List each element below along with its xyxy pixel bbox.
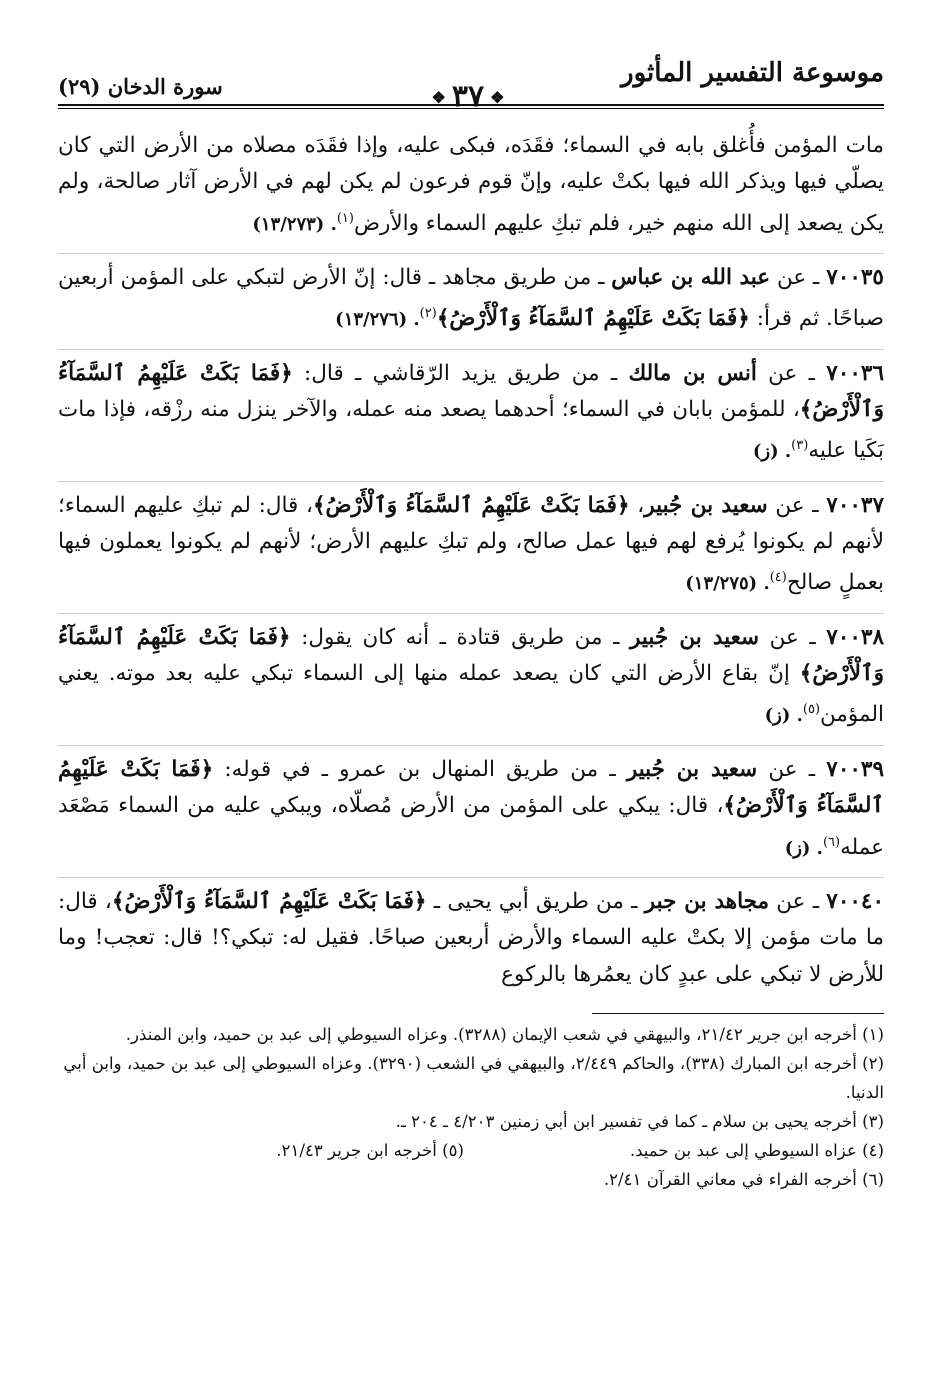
intro-paragraph [58, 128, 884, 253]
entry-text-continued: ، للمؤمن بابان في السماء؛ أحدهما يصعد منه عمله، والآخر ينزل منه رزْقه، فإذا مات بَكَيا عليه [58, 397, 884, 464]
entry-number: ٧٠٠٣٥ [826, 265, 884, 291]
footnote-marker: (٢) [419, 306, 437, 322]
quran-verse: ﴿فَمَا بَكَتْ عَلَيْهِمُ ٱلسَّمَآءُ وَٱلْأَرْضُ﴾ [111, 888, 427, 914]
ornament-icon: ❖ [490, 88, 505, 107]
entry-70037 [58, 481, 884, 613]
footnote-5: (٥) أخرجه ابن جرير ٢١/٤٣. [276, 1140, 464, 1160]
entry-text: ـ من طريق المنهال بن عمرو ـ في قوله: [213, 756, 627, 782]
book-title: موسوعة التفسير المأثور [621, 58, 884, 88]
entry-number: ٧٠٠٣٦ [826, 360, 884, 386]
footnote-marker: (٥) [802, 702, 821, 718]
narrator-name: مجاهد بن جبر [644, 888, 770, 914]
entry-prefix: ـ عن [756, 360, 827, 386]
footnote-6: (٦) أخرجه الفراء في معاني القرآن ٢/٤١. [603, 1169, 884, 1189]
entry-text: ـ من طريق أبي يحيى ـ [426, 888, 645, 914]
entry-number: ٧٠٠٣٧ [826, 492, 885, 518]
surah-name: سورة الدخان (٢٩) [58, 74, 223, 99]
volume-reference: . (١٣/٢٧٣) [252, 213, 337, 235]
narrator-name: سعيد بن جُبير [644, 492, 768, 518]
book-page [58, 48, 884, 1194]
volume-reference: . (ز) [764, 705, 803, 727]
narrator-name: سعيد بن جُبير [630, 624, 760, 650]
entry-text-continued: ، قال: لم تبكِ عليهم السماء؛ لأنهم لم يكونوا يُرفع لهم فيها عمل صالح، ولم تبكِ عليهم الأرض؛ لأنهم لم يكونوا يعملون فيها بعملٍ صالح [58, 492, 884, 596]
header-rule [58, 104, 884, 106]
entry-text: ـ من طريق يزيد الرّقاشي ـ قال: [292, 360, 629, 386]
intro-text: مات المؤمن فأُغلق بابه في السماء؛ فقَدَه، فبكى عليه، وإذا فقَدَه مصلاه من الأرض التي كان يصلّي فيها ويذكر الله فيها بكتْ عليه، وإنّ قوم فرعون لم يكن لهم في الأرض آثار صالحة، ولم يكن يصعد إلى الله منهم خير، فلم تبكِ عليهم السماء والأرض [58, 133, 884, 236]
entry-70038 [58, 613, 884, 745]
volume-reference: . (١٣/٢٧٥) [685, 573, 770, 595]
entry-70036 [58, 349, 884, 481]
entry-text: ـ من طريق قتادة ـ أنه كان يقول: [290, 624, 630, 650]
footnote-separator-wrap [58, 1013, 884, 1014]
footnote-1: (١) أخرجه ابن جرير ٢١/٤٢، والبيهقي في شعب الإيمان (٣٢٨٨). وعزاه السيوطي إلى عبد بن حميد، وابن المنذر. [125, 1024, 884, 1044]
volume-reference: . (ز) [752, 441, 792, 463]
footnote-marker: (٤) [769, 570, 787, 586]
entry-70040 [58, 877, 884, 1003]
volume-reference: . (١٣/٢٧٦) [335, 309, 420, 331]
footnote-marker: (٣) [791, 438, 809, 454]
narrator-name: سعيد بن جُبير [626, 756, 758, 782]
entry-70039 [58, 745, 884, 877]
quran-verse: ﴿فَمَا بَكَتْ عَلَيْهِمُ ٱلسَّمَآءُ وَٱلْأَرْضُ﴾ [58, 360, 884, 423]
entry-text-continued: إنّ بقاع الأرض التي كان يصعد عمله منها إلى السماء تبكي عليه بعد موته. يعني المؤمن [58, 661, 884, 728]
footnote-separator [592, 1013, 884, 1014]
entry-text: ـ من طريق مجاهد ـ قال: إنّ الأرض لتبكي على المؤمن أربعين صباحًا. ثم قرأ: [58, 265, 884, 332]
footnote-marker: (١) [336, 210, 354, 226]
footnote-marker: (٦) [822, 834, 841, 850]
entry-prefix: ـ عن [757, 756, 827, 782]
quran-verse: ﴿فَمَا بَكَتْ عَلَيْهِمُ ٱلسَّمَآءُ وَٱلْأَرْضُ﴾ [58, 756, 884, 819]
page-number: ٣٧ [451, 79, 485, 114]
entry-prefix: ـ عن [770, 265, 827, 291]
footnote-2: (٢) أخرجه ابن المبارك (٣٣٨)، والحاكم ٢/٤٤٩، والبيهقي في الشعب (٣٢٩٠). وعزاه السيوطي إلى عبد بن حميد، وابن أبي الدنيا. [63, 1053, 884, 1102]
entry-text-continued: ، قال: ما مات مؤمن إلا بكتْ عليه السماء والأرض أربعين صباحًا. فقيل له: تبكي؟! قال: تعجب! وما للأرض لا تبكي على عبدٍ كان يعمُرها بالركوع [58, 888, 884, 987]
footnote-4: (٤) عزاه السيوطي إلى عبد بن حميد. [629, 1140, 884, 1160]
header-rule-thin [58, 108, 884, 109]
entry-prefix: ـ عن [759, 624, 827, 650]
quran-verse: ﴿فَمَا بَكَتْ عَلَيْهِمُ ٱلسَّمَآءُ وَٱلْأَرْضُ﴾ [436, 306, 750, 332]
running-header [58, 48, 884, 114]
entry-prefix: ـ عن [769, 888, 827, 914]
entry-text: ، [629, 492, 645, 518]
quran-verse: ﴿فَمَا بَكَتْ عَلَيْهِمُ ٱلسَّمَآءُ وَٱلْأَرْضُ﴾ [312, 492, 630, 518]
quran-verse: ﴿فَمَا بَكَتْ عَلَيْهِمُ ٱلسَّمَآءُ وَٱلْأَرْضُ﴾ [58, 624, 884, 687]
entry-number: ٧٠٠٣٨ [826, 624, 884, 650]
entry-prefix: ـ عن [767, 492, 827, 518]
entry-text-continued: ، قال: يبكي على المؤمن من الأرض مُصلّاه، ويبكي عليه من السماء مَصْعَد عمله [58, 793, 884, 860]
main-text [58, 128, 884, 1003]
footnote-row-4-5 [58, 1136, 884, 1165]
volume-reference: . (ز) [784, 837, 823, 859]
ornament-icon: ❖ [431, 88, 446, 107]
narrator-name: أنس بن مالك [628, 360, 757, 386]
entry-number: ٧٠٠٣٩ [826, 756, 885, 782]
footnotes [58, 1020, 884, 1194]
entry-70035 [58, 253, 884, 349]
narrator-name: عبد الله بن عباس [611, 265, 771, 291]
entry-number: ٧٠٠٤٠ [826, 888, 885, 914]
footnote-3: (٣) أخرجه يحيى بن سلام ـ كما في تفسير ابن أبي زمنين ٤/٢٠٣ ـ ٢٠٤ ـ. [395, 1111, 884, 1131]
